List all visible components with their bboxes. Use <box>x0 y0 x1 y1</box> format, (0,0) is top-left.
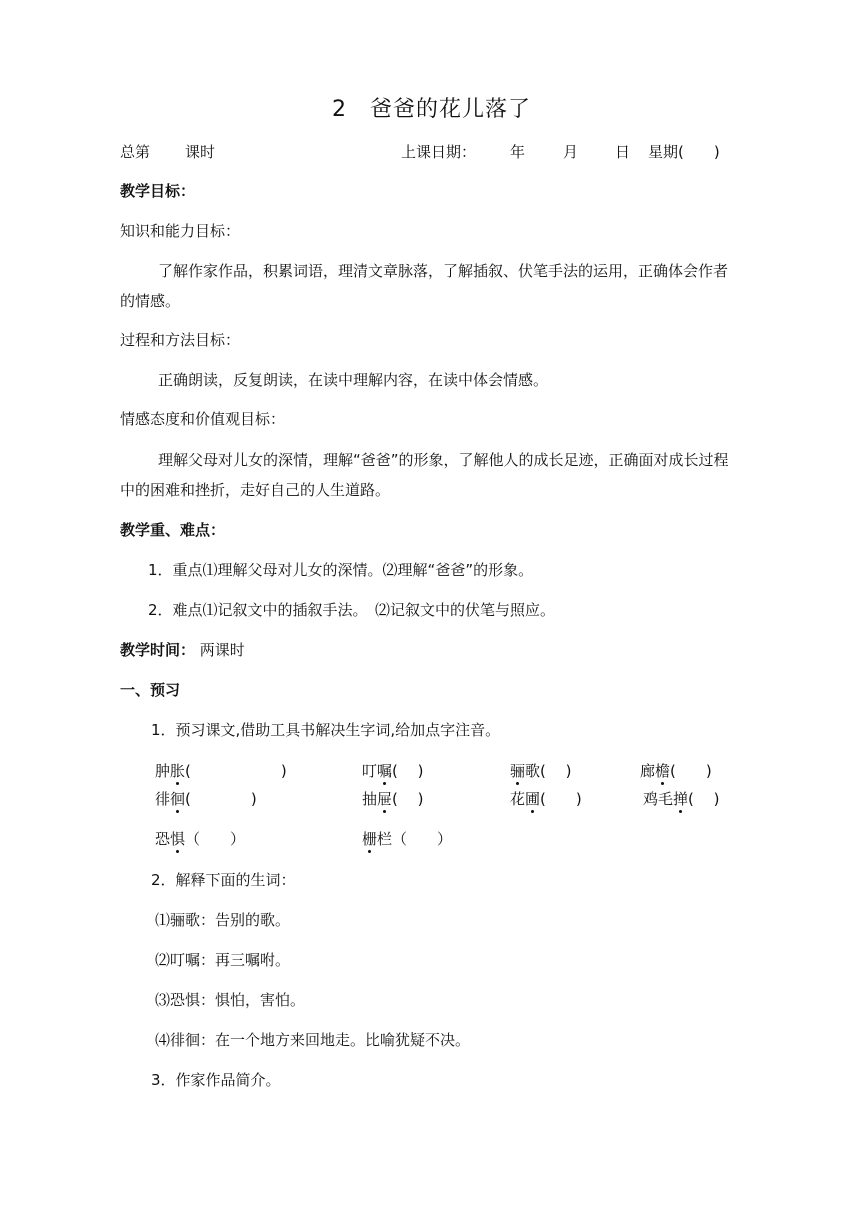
process-text: 正确朗读，反复朗读，在读中理解内容，在读中体会情感。 <box>158 371 549 389</box>
total-label: 总第 <box>120 143 151 161</box>
process-heading: 过程和方法目标： <box>120 331 241 349</box>
lesson-label: 课时 <box>185 143 216 161</box>
vocab-item: 抽屉( ) <box>362 790 424 808</box>
definition-4: ⑷徘徊：在一个地方来回地走。比喻犹疑不决。 <box>155 1031 471 1049</box>
definition-3: ⑶恐惧：惧怕，害怕。 <box>155 991 306 1009</box>
knowledge-heading: 知识和能力目标： <box>120 222 241 240</box>
vocab-item: 栅栏（ ） <box>362 830 453 848</box>
key-points-heading: 教学重、难点： <box>120 521 226 539</box>
time-value: 两课时 <box>199 641 245 659</box>
preview-heading: 一、预习 <box>120 681 181 699</box>
objectives-heading: 教学目标： <box>120 182 196 200</box>
vocab-item: 恐惧（ ） <box>155 830 246 848</box>
vocab-item: 叮嘱( ) <box>362 762 424 780</box>
knowledge-text: 了解作家作品，积累词语，理清文章脉落，了解插叙、伏笔手法的运用，正确体会作者的情感。 <box>120 262 729 310</box>
vocab-item: 花圃( ) <box>510 790 582 808</box>
vocab-item: 廊檐( ) <box>640 762 712 780</box>
definition-2: ⑵叮嘱：再三嘱咐。 <box>155 951 291 969</box>
year-label: 年 <box>510 143 526 161</box>
preview-task-1: 1．预习课文,借助工具书解决生字词,给加点字注音。 <box>151 721 501 739</box>
date-label: 上课日期： <box>401 143 477 161</box>
vocab-item: 骊歌( ) <box>510 762 572 780</box>
time-label: 教学时间： <box>120 641 196 659</box>
vocab-item: 徘徊( ) <box>155 790 257 808</box>
lesson-title: 2 爸爸的花儿落了 <box>332 97 531 122</box>
day-label: 日 <box>615 143 631 161</box>
key-point-1: 1．重点⑴理解父母对儿女的深情。⑵理解“爸爸”的形象。 <box>148 561 534 579</box>
month-label: 月 <box>563 143 579 161</box>
vocab-item: 鸡毛掸( ) <box>643 790 720 808</box>
vocab-item: 肿胀( ) <box>155 762 287 780</box>
emotion-heading: 情感态度和价值观目标： <box>120 410 286 428</box>
weekday-label: 星期( ) <box>648 143 720 161</box>
preview-task-2: 2．解释下面的生词： <box>151 871 296 889</box>
preview-task-3: 3．作家作品简介。 <box>151 1071 281 1089</box>
key-point-2: 2．难点⑴记叙文中的插叙手法。 ⑵记叙文中的伏笔与照应。 <box>148 601 556 619</box>
emotion-text: 理解父母对儿女的深情，理解“爸爸”的形象，了解他人的成长足迹，正确面对成长过程中的困难和挫折，走好自己的人生道路。 <box>120 451 729 499</box>
definition-1: ⑴骊歌：告别的歌。 <box>155 911 291 929</box>
